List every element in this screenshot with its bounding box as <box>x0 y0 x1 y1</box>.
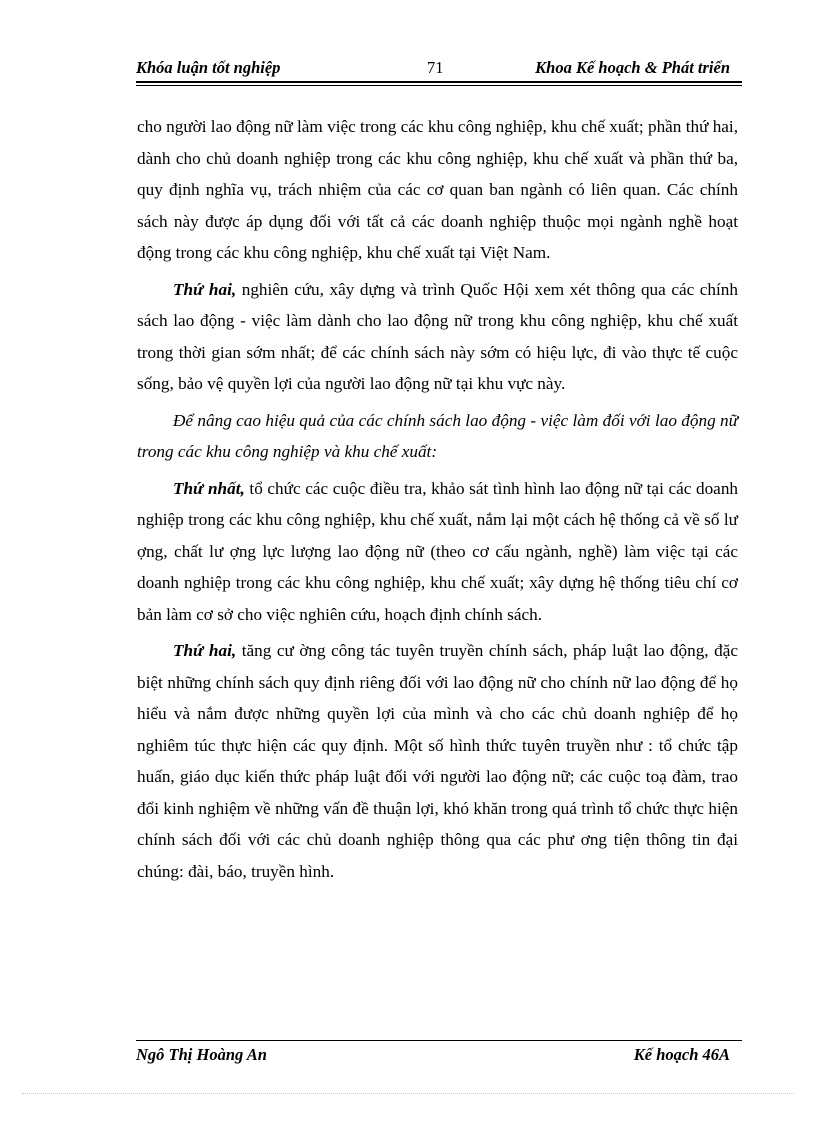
paragraph-lead: Thứ hai, <box>173 641 237 660</box>
paragraph-text: nghiên cứu, xây dựng và trình Quốc Hội xem xét thông qua các chính sách lao động - việc làm dành cho lao động nữ trong khu công nghiệp, khu chế xuất trong thời gian sớm nhất; để các chính sách này sớm có hiệu lực, đi vào thực tế cuộc sống, bảo vệ quyền lợi của người lao động nữ tại khu vực này. <box>137 279 738 393</box>
header-rule-thin <box>136 85 742 86</box>
footer-rule <box>136 1040 742 1041</box>
paragraph-thu-hai-1 <box>137 274 738 400</box>
paragraph-thu-hai-2 <box>137 635 738 887</box>
header-faculty-label: Khoa Kế hoạch & Phát triển <box>535 58 730 77</box>
page-edge-dotted-line <box>22 1093 794 1094</box>
page-footer <box>136 1045 742 1067</box>
paragraph-text: tổ chức các cuộc điều tra, khảo sát tình hình lao động nữ tại các doanh nghiệp trong các khu công nghiệp, khu chế xuất, nắm lại một cách hệ thống cả về số lư ợng, chất lư ợng lực lượng lao động nữ (theo cơ cấu ngành, nghề) làm việc tại các doanh nghiệp trong các khu công nghiệp, khu chế xuất; xây dựng hệ thống tiêu chí cơ bản làm cơ sở cho việc nghiên cứu, hoạch định chính sách. <box>137 478 739 624</box>
paragraph-intro-italic: Để nâng cao hiệu quả của các chính sách lao động - việc làm đối với lao động nữ trong các khu công nghiệp và khu chế xuất: <box>137 410 738 461</box>
paragraph-thu-nhat <box>137 473 738 631</box>
footer-class: Kế hoạch 46A <box>633 1045 730 1064</box>
page-header <box>136 58 742 80</box>
paragraph-lead: Thứ nhất, <box>173 478 245 498</box>
header-rule-thick <box>136 81 742 83</box>
page-body <box>137 111 738 892</box>
footer-author: Ngô Thị Hoàng An <box>136 1045 267 1064</box>
paragraph-continuation: cho người lao động nữ làm việc trong các khu công nghiệp, khu chế xuất; phần thứ hai, dành cho chủ doanh nghiệp trong các khu công nghiệp, khu chế xuất và phần thứ ba, quy định nghĩa vụ, trách nhiệm của các cơ quan ban ngành có liên quan. Các chính sách này được áp dụng đối với tất cả các doanh nghiệp thuộc mọi ngành nghề hoạt động trong các khu công nghiệp, khu chế xuất tại Việt Nam. <box>137 117 738 262</box>
header-thesis-label: Khóa luận tốt nghiệp <box>136 58 281 77</box>
page-number: 71 <box>427 58 444 77</box>
paragraph-lead: Thứ hai, <box>173 279 237 299</box>
paragraph-text: tăng cư ờng công tác tuyên truyền chính sách, pháp luật lao động, đặc biệt những chính sách quy định riêng đối với lao động nữ cho chính nữ lao động để họ hiểu và nắm được những quyền lợi của mình và cho các chủ doanh nghiệp để họ nghiêm túc thực hiện các quy định. Một số hình thức tuyên truyền như : tổ chức tập huấn, giáo dục kiến thức pháp luật đối với người lao động nữ; các cuộc toạ đàm, trao đổi kinh nghiệm về những vấn đề thuận lợi, khó khăn trong quá trình tổ chức thực hiện chính sách đối với các chủ doanh nghiệp thông qua các phư ơng tiện thông tin đại chúng: đài, báo, truyền hình. <box>137 641 738 881</box>
